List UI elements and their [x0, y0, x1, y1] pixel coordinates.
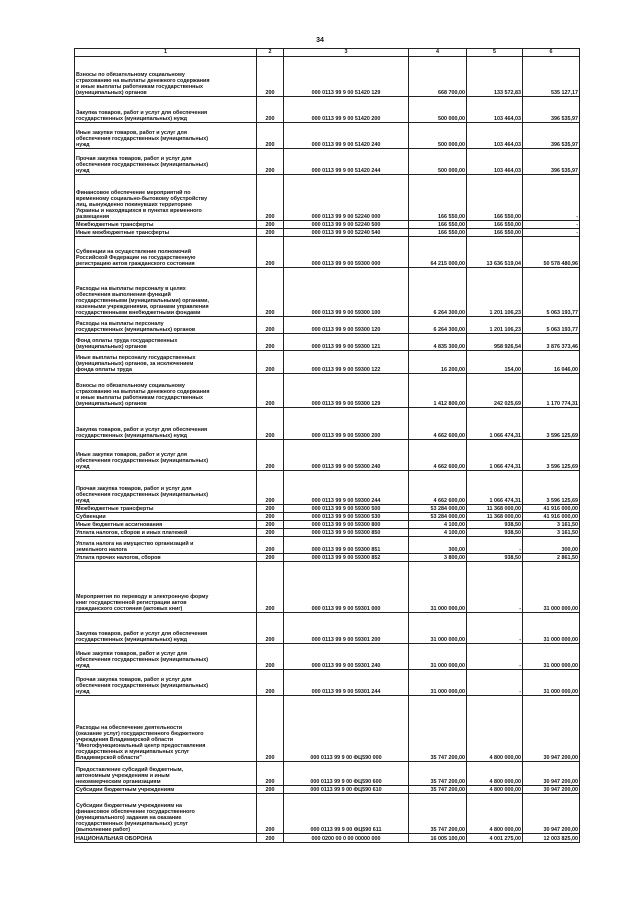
table-row	[75, 408, 580, 440]
row-budget-code: 000 0113 99 9 00 59300 120	[284, 317, 409, 334]
row-executed: 4 001 275,00	[467, 834, 523, 843]
row-name	[75, 123, 257, 149]
row-executed: 11 368 000,00	[467, 505, 523, 513]
row-executed: 154,00	[467, 351, 523, 374]
row-unexecuted: 31 000 000,00	[523, 644, 580, 670]
table-header-row	[75, 49, 580, 57]
row-code: 200	[257, 505, 284, 513]
row-code: 200	[257, 229, 284, 237]
row-budget-code: 000 0113 99 9 00 59300 129	[284, 374, 409, 408]
row-unexecuted: -	[523, 229, 580, 237]
row-approved: 35 747 200,00	[409, 696, 467, 762]
row-name-text: Расходы на выплаты персоналу государственных (муниципальных) органов	[76, 320, 196, 333]
page-number: 34	[316, 37, 324, 44]
row-budget-code: 000 0113 99 9 00 59301 244	[284, 670, 409, 696]
row-name-text: Прочая закупка товаров, работ и услуг для обеспечения государственных (муниципальных) нужд	[76, 676, 209, 695]
row-approved: 31 000 000,00	[409, 670, 467, 696]
table-row	[75, 374, 580, 408]
row-approved: 500 000,00	[409, 97, 467, 123]
row-code: 200	[257, 554, 284, 562]
row-budget-code: 000 0113 99 9 00 51420 240	[284, 123, 409, 149]
row-executed: 1 066 474,31	[467, 471, 523, 505]
row-code: 200	[257, 529, 284, 537]
row-name	[75, 537, 257, 554]
row-name-text: Расходы на обеспечение деятельности (оказание услуг) государственного бюджетного учреждения Владимирской области "Многофункциональный центр предоставления государственных и муниципальных услуг Владимирской области"	[76, 724, 206, 761]
row-unexecuted: 30 947 200,00	[523, 794, 580, 834]
row-name	[75, 613, 257, 644]
table-row	[75, 505, 580, 513]
row-name-text: Уплата прочих налогов, сборов	[76, 554, 161, 561]
row-code: 200	[257, 834, 284, 843]
row-executed: 11 368 000,00	[467, 513, 523, 521]
row-code: 200	[257, 268, 284, 317]
table-row	[75, 554, 580, 562]
row-executed: -	[467, 670, 523, 696]
row-name-text: Мероприятия по переводу в электронную форму книг государственной регистрации актов гражданского состояния (актовых книг)	[76, 593, 209, 612]
row-code: 200	[257, 351, 284, 374]
row-code: 200	[257, 537, 284, 554]
row-approved: 4 100,00	[409, 521, 467, 529]
row-approved: 4 662 600,00	[409, 408, 467, 440]
row-code: 200	[257, 317, 284, 334]
row-code: 200	[257, 408, 284, 440]
table-row	[75, 613, 580, 644]
row-unexecuted: 41 916 000,00	[523, 513, 580, 521]
column-header: 4	[409, 49, 467, 57]
row-unexecuted: 3 876 373,46	[523, 334, 580, 351]
row-budget-code: 000 0113 99 9 00 59300 500	[284, 505, 409, 513]
row-code: 200	[257, 670, 284, 696]
row-budget-code: 000 0113 99 9 00 59301 240	[284, 644, 409, 670]
row-approved: 31 000 000,00	[409, 562, 467, 613]
row-unexecuted: 3 161,50	[523, 529, 580, 537]
row-code: 200	[257, 149, 284, 175]
row-name-text: Уплата налога на имущество организаций и земельного налога	[76, 540, 194, 553]
row-approved: 668 700,00	[409, 57, 467, 97]
row-name	[75, 471, 257, 505]
table-row	[75, 471, 580, 505]
row-executed: -	[467, 562, 523, 613]
row-approved: 4 835 300,00	[409, 334, 467, 351]
row-approved: 35 747 200,00	[409, 794, 467, 834]
row-approved: 16 005 100,00	[409, 834, 467, 843]
table-row	[75, 57, 580, 97]
table-row	[75, 537, 580, 554]
row-budget-code: 000 0113 99 9 00 ФЦ590 000	[284, 696, 409, 762]
row-budget-code: 000 0113 99 9 00 59300 100	[284, 268, 409, 317]
row-code: 200	[257, 762, 284, 786]
row-name-text: Закупка товаров, работ и услуг для обеспечения государственных (муниципальных) нужд	[76, 109, 208, 122]
row-approved: 166 550,00	[409, 175, 467, 221]
row-name	[75, 440, 257, 471]
row-name	[75, 175, 257, 221]
row-name-text: Закупка товаров, работ и услуг для обеспечения государственных (муниципальных) нужд	[76, 426, 208, 439]
row-code: 200	[257, 123, 284, 149]
row-name	[75, 794, 257, 834]
row-unexecuted: 535 127,17	[523, 57, 580, 97]
row-executed: 4 800 000,00	[467, 786, 523, 794]
row-executed: 103 464,03	[467, 123, 523, 149]
row-name	[75, 670, 257, 696]
row-unexecuted: 2 861,50	[523, 554, 580, 562]
row-code: 200	[257, 794, 284, 834]
row-code: 200	[257, 471, 284, 505]
row-name	[75, 221, 257, 229]
row-unexecuted: 12 003 825,00	[523, 834, 580, 843]
row-approved: 4 100,00	[409, 529, 467, 537]
row-name-text: Предоставление субсидий бюджетным, автономным учреждениям и иным некоммерческим организациям	[76, 766, 184, 785]
row-executed: 166 550,00	[467, 175, 523, 221]
table-row	[75, 644, 580, 670]
row-budget-code: 000 0113 99 9 00 59300 121	[284, 334, 409, 351]
row-budget-code: 000 0113 99 9 00 59300 122	[284, 351, 409, 374]
row-code: 200	[257, 644, 284, 670]
row-approved: 31 000 000,00	[409, 613, 467, 644]
column-header: 2	[257, 49, 284, 57]
row-budget-code: 000 0113 99 9 00 59300 240	[284, 440, 409, 471]
column-header: 6	[523, 49, 580, 57]
row-code: 200	[257, 440, 284, 471]
table-row	[75, 221, 580, 229]
row-name-text: Иные закупки товаров, работ и услуг для обеспечения государственных (муниципальных) нужд	[76, 650, 209, 669]
row-unexecuted: 30 947 200,00	[523, 786, 580, 794]
row-executed: 103 464,03	[467, 97, 523, 123]
row-approved: 3 800,00	[409, 554, 467, 562]
row-unexecuted: 3 596 125,69	[523, 408, 580, 440]
row-budget-code: 000 0113 99 9 00 52240 000	[284, 175, 409, 221]
row-name-text: Субсидии бюджетным учреждениям на финансовое обеспечение государственного (муниципального) задания на оказание государственных (муниципальных) услуг (выполнение работ)	[76, 802, 195, 833]
row-name	[75, 521, 257, 529]
row-executed: 166 550,00	[467, 221, 523, 229]
row-name-text: Межбюджетные трансферты	[76, 505, 154, 512]
row-code: 200	[257, 97, 284, 123]
row-executed: -	[467, 613, 523, 644]
row-executed: -	[467, 644, 523, 670]
table-row	[75, 149, 580, 175]
row-name	[75, 554, 257, 562]
row-unexecuted: 5 063 193,77	[523, 268, 580, 317]
row-name	[75, 644, 257, 670]
row-approved: 35 747 200,00	[409, 762, 467, 786]
row-name	[75, 229, 257, 237]
row-approved: 64 215 000,00	[409, 237, 467, 268]
table-row	[75, 229, 580, 237]
table-row	[75, 670, 580, 696]
row-executed: 958 926,54	[467, 334, 523, 351]
row-name-text: Прочая закупка товаров, работ и услуг для обеспечения государственных (муниципальных) нужд	[76, 155, 209, 174]
row-budget-code: 000 0113 99 9 00 52240 540	[284, 229, 409, 237]
row-approved: 31 000 000,00	[409, 644, 467, 670]
row-name-text: Взносы по обязательному социальному страхованию на выплаты денежного содержания и иные выплаты работникам государственных (муниципальных) органов	[76, 71, 210, 96]
row-name	[75, 529, 257, 537]
row-name-text: Расходы на выплаты персоналу в целях обеспечения выполнения функций государственными (муниципальными) органами, казенными учреждениями, органами управления государственными внебюджетными фондами	[76, 285, 209, 316]
row-executed: 103 464,03	[467, 149, 523, 175]
row-approved: 300,00	[409, 537, 467, 554]
row-approved: 53 284 000,00	[409, 505, 467, 513]
row-budget-code: 000 0113 99 9 00 59300 000	[284, 237, 409, 268]
row-approved: 1 412 800,00	[409, 374, 467, 408]
row-code: 200	[257, 221, 284, 229]
row-approved: 53 284 000,00	[409, 513, 467, 521]
budget-execution-table	[74, 48, 580, 843]
row-budget-code: 000 0113 99 9 00 ФЦ590 600	[284, 762, 409, 786]
row-name	[75, 334, 257, 351]
row-executed: 133 572,83	[467, 57, 523, 97]
row-unexecuted: 5 063 193,77	[523, 317, 580, 334]
row-name-text: Финансовое обеспечение мероприятий по временному социально-бытовому обустройству лиц, вынужденно покинувших территорию Украины и находящихся в пунктах временного размещения	[76, 189, 208, 220]
table-row	[75, 97, 580, 123]
row-code: 200	[257, 374, 284, 408]
row-budget-code: 000 0113 99 9 00 51420 129	[284, 57, 409, 97]
row-name	[75, 505, 257, 513]
row-executed: 938,50	[467, 529, 523, 537]
row-code: 200	[257, 237, 284, 268]
row-unexecuted: 16 046,00	[523, 351, 580, 374]
row-unexecuted: 30 947 200,00	[523, 762, 580, 786]
row-budget-code: 000 0113 99 9 00 52240 500	[284, 221, 409, 229]
table-row	[75, 351, 580, 374]
row-budget-code: 000 0113 99 9 00 59300 200	[284, 408, 409, 440]
row-approved: 166 550,00	[409, 229, 467, 237]
table-row	[75, 334, 580, 351]
row-name-text: Взносы по обязательному социальному страхованию на выплаты денежного содержания и иные выплаты работникам государственных (муниципальных) органов	[76, 382, 210, 407]
row-code: 200	[257, 334, 284, 351]
row-unexecuted: 300,00	[523, 537, 580, 554]
row-executed: 4 800 000,00	[467, 762, 523, 786]
row-name	[75, 149, 257, 175]
row-budget-code: 000 0113 99 9 00 ФЦ590 611	[284, 794, 409, 834]
row-executed: 938,50	[467, 554, 523, 562]
row-approved: 4 662 600,00	[409, 440, 467, 471]
row-name	[75, 513, 257, 521]
column-header: 3	[284, 49, 409, 57]
row-unexecuted: 396 535,97	[523, 149, 580, 175]
row-unexecuted: -	[523, 175, 580, 221]
row-unexecuted: 31 000 000,00	[523, 670, 580, 696]
row-unexecuted: 30 947 200,00	[523, 696, 580, 762]
table-row	[75, 562, 580, 613]
row-code: 200	[257, 562, 284, 613]
row-name	[75, 351, 257, 374]
row-budget-code: 000 0113 99 9 00 59300 850	[284, 529, 409, 537]
row-code: 200	[257, 786, 284, 794]
row-unexecuted: 3 596 125,69	[523, 471, 580, 505]
row-approved: 500 000,00	[409, 123, 467, 149]
row-executed: 13 636 519,04	[467, 237, 523, 268]
row-executed: 1 066 474,31	[467, 408, 523, 440]
row-unexecuted: 396 535,97	[523, 97, 580, 123]
table-row	[75, 834, 580, 843]
row-approved: 500 000,00	[409, 149, 467, 175]
column-header: 5	[467, 49, 523, 57]
row-budget-code: 000 0113 99 9 00 51420 244	[284, 149, 409, 175]
row-name-text: Закупка товаров, работ и услуг для обеспечения государственных (муниципальных) нужд	[76, 630, 208, 643]
row-code: 200	[257, 613, 284, 644]
table-row	[75, 786, 580, 794]
row-name	[75, 762, 257, 786]
row-name	[75, 696, 257, 762]
row-name	[75, 562, 257, 613]
row-name	[75, 374, 257, 408]
row-unexecuted: 396 535,97	[523, 123, 580, 149]
table-row	[75, 123, 580, 149]
table-row	[75, 521, 580, 529]
row-unexecuted: 31 000 000,00	[523, 613, 580, 644]
row-name-text: Субвенции	[76, 513, 106, 520]
row-unexecuted: 3 161,50	[523, 521, 580, 529]
row-budget-code: 000 0113 99 9 00 51420 200	[284, 97, 409, 123]
table-row	[75, 175, 580, 221]
row-name	[75, 408, 257, 440]
row-unexecuted: 41 916 000,00	[523, 505, 580, 513]
row-unexecuted: 50 578 480,96	[523, 237, 580, 268]
row-executed: 166 550,00	[467, 229, 523, 237]
row-approved: 35 747 200,00	[409, 786, 467, 794]
row-name-text: Иные бюджетные ассигнования	[76, 521, 163, 528]
row-name	[75, 237, 257, 268]
row-name-text: Иные закупки товаров, работ и услуг для обеспечения государственных (муниципальных) нужд	[76, 451, 209, 470]
row-approved: 6 264 300,00	[409, 268, 467, 317]
row-budget-code: 000 0113 99 9 00 59300 852	[284, 554, 409, 562]
row-budget-code: 000 0113 99 9 00 59300 530	[284, 513, 409, 521]
row-name-text: Межбюджетные трансферты	[76, 221, 154, 228]
row-code: 200	[257, 57, 284, 97]
row-approved: 6 264 300,00	[409, 317, 467, 334]
row-unexecuted: 3 596 125,69	[523, 440, 580, 471]
row-code: 200	[257, 696, 284, 762]
table-row	[75, 762, 580, 786]
row-name	[75, 317, 257, 334]
row-name-text: Фонд оплаты труда государственных (муниципальных) органов	[76, 337, 178, 350]
row-budget-code: 000 0113 99 9 00 59300 851	[284, 537, 409, 554]
row-budget-code: 000 0113 99 9 00 59300 244	[284, 471, 409, 505]
row-unexecuted: 31 000 000,00	[523, 562, 580, 613]
row-name	[75, 834, 257, 843]
row-approved: 166 550,00	[409, 221, 467, 229]
row-unexecuted: -	[523, 221, 580, 229]
row-code: 200	[257, 521, 284, 529]
table-row	[75, 317, 580, 334]
row-approved: 16 200,00	[409, 351, 467, 374]
table-row	[75, 513, 580, 521]
row-budget-code: 000 0113 99 9 00 59301 000	[284, 562, 409, 613]
table-row	[75, 237, 580, 268]
row-name-text: Субвенции на осуществление полномочий Российской Федерации на государственную регистрацию актов гражданского состояния	[76, 248, 196, 267]
row-name-text: Иные выплаты персоналу государственных (муниципальных) органов, за исключением фонда оплаты труда	[76, 354, 196, 373]
row-budget-code: 000 0200 00 0 00 00000 000	[284, 834, 409, 843]
row-executed: 1 201 106,23	[467, 268, 523, 317]
row-name	[75, 97, 257, 123]
row-name-text: Прочая закупка товаров, работ и услуг для обеспечения государственных (муниципальных) нужд	[76, 485, 209, 504]
row-name-text: Иные закупки товаров, работ и услуг для обеспечения государственных (муниципальных) нужд	[76, 129, 209, 148]
row-executed: 4 800 000,00	[467, 794, 523, 834]
row-executed: -	[467, 537, 523, 554]
row-unexecuted: 1 170 774,31	[523, 374, 580, 408]
row-budget-code: 000 0113 99 9 00 ФЦ590 610	[284, 786, 409, 794]
table-row	[75, 440, 580, 471]
row-name-text: Субсидии бюджетным учреждениям	[76, 786, 175, 793]
table-row	[75, 268, 580, 317]
row-code: 200	[257, 175, 284, 221]
row-name-text: Иные межбюджетные трансферты	[76, 229, 170, 236]
row-name	[75, 268, 257, 317]
row-name-text: Уплата налогов, сборов и иных платежей	[76, 529, 188, 536]
row-budget-code: 000 0113 99 9 00 59300 800	[284, 521, 409, 529]
row-code: 200	[257, 513, 284, 521]
row-executed: 242 025,69	[467, 374, 523, 408]
table-row	[75, 696, 580, 762]
row-name	[75, 57, 257, 97]
table-row	[75, 794, 580, 834]
row-executed: 1 066 474,31	[467, 440, 523, 471]
row-executed: 1 201 106,23	[467, 317, 523, 334]
row-executed: 938,50	[467, 521, 523, 529]
row-budget-code: 000 0113 99 9 00 59301 200	[284, 613, 409, 644]
column-header: 1	[75, 49, 257, 57]
table-row	[75, 529, 580, 537]
row-name	[75, 786, 257, 794]
row-name-text: НАЦИОНАЛЬНАЯ ОБОРОНА	[76, 835, 153, 842]
row-approved: 4 662 600,00	[409, 471, 467, 505]
row-executed: 4 800 000,00	[467, 696, 523, 762]
